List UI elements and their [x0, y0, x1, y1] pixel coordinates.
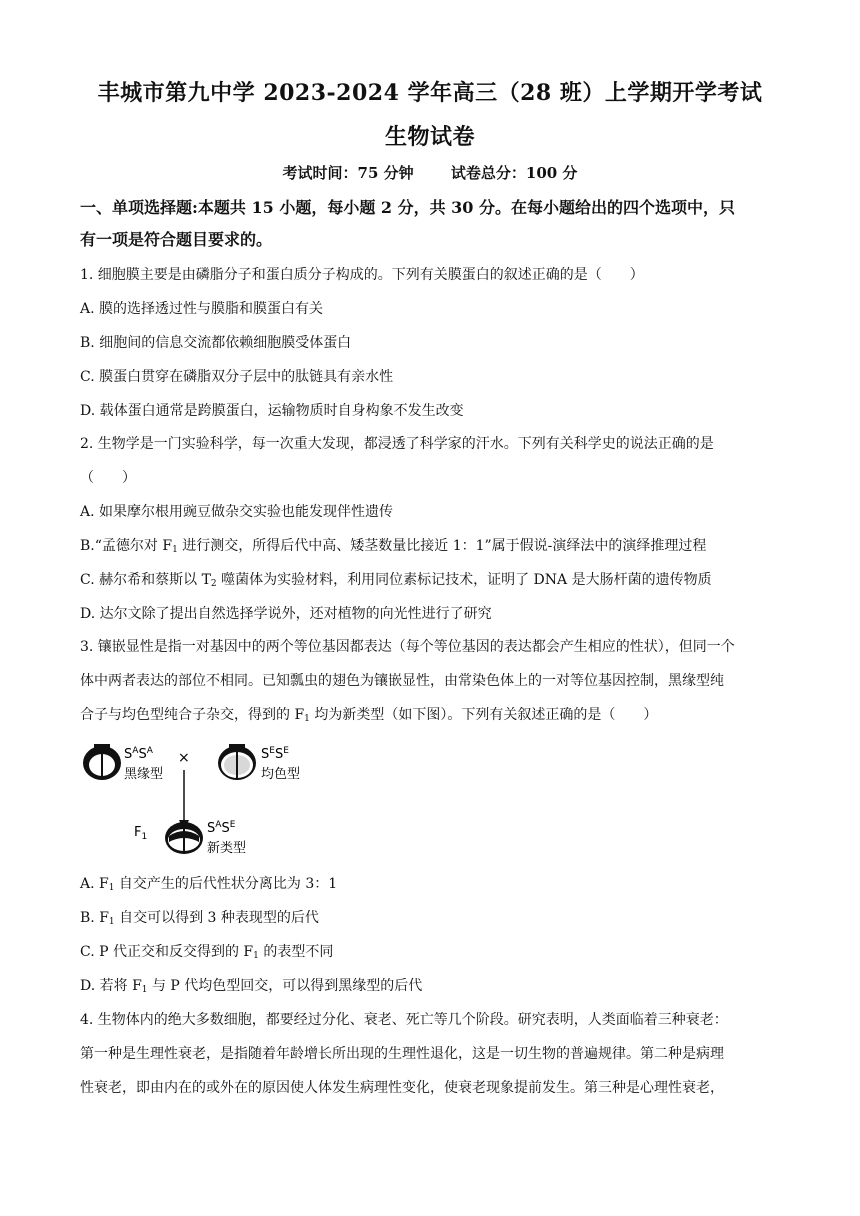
ladybug-uniform-icon: [218, 744, 256, 780]
q3-option-c: C. P 代正交和反交得到的 $F_1$ 的表型不同: [80, 944, 334, 961]
q2-stem: 2. 生物学是一门实验科学，每一次重大发现，都浸透了科学家的汗水。下列有关科学史的说法正确的是: [80, 436, 714, 452]
p2-label: 均色型: [261, 767, 301, 782]
cross-symbol: ×: [178, 750, 190, 766]
exam-meta: [0, 162, 860, 183]
q1-option-b: B. 细胞间的信息交流都依赖细胞膜受体蛋白: [80, 335, 352, 351]
q2-option-b: B.“孟德尔对 $F_1$ 进行测交，所得后代中高、矮茎数量比接近 1：1”属于假说-演绎法中的演绎推理过程: [80, 538, 707, 555]
f1-label: $F_1$: [134, 825, 148, 842]
q4-stem-line2: 第一种是生理性衰老，是指随着年龄增长所出现的生理性退化，这是一切生物的普遍规律。第二种是病理: [80, 1046, 724, 1062]
q3-stem-line2: 体中两者表达的部位不相同。已知瓢虫的翅色为镶嵌显性，由常染色体上的一对等位基因控制，黑缘型纯: [80, 673, 724, 689]
q2-stem-cont: （ ）: [80, 470, 136, 486]
q1-option-d: D. 载体蛋白通常是跨膜蛋白，运输物质时自身构象不发生改变: [80, 403, 464, 419]
q4-stem-line3: 性衰老，即由内在的或外在的原因使人体发生病理性变化，使衰老现象提前发生。第三种是心理性衰老，: [80, 1080, 724, 1096]
q3-option-b: B. $F_1$ 自交可以得到 3 种表现型的后代: [80, 910, 319, 927]
p2-genotype: $S^ES^E$: [261, 746, 289, 762]
p1-genotype: $S^AS^A$: [124, 746, 153, 762]
ladybug-black-edge-icon: [83, 744, 121, 780]
q2-option-d: D. 达尔文除了提出自然选择学说外，还对植物的向光性进行了研究: [80, 606, 492, 622]
q4-stem-line1: 4. 生物体内的绝大多数细胞，都要经过分化、衰老、死亡等几个阶段。研究表明，人类面临着三种衰老：: [80, 1012, 728, 1028]
p1-label: 黑缘型: [124, 767, 164, 782]
q1-option-c: C. 膜蛋白贯穿在磷脂双分子层中的肽链具有亲水性: [80, 369, 394, 385]
section-heading-line2: 有一项是符合题目要求的。: [80, 230, 273, 249]
ladybug-new-type-icon: [165, 822, 203, 854]
section-heading-line1: 一、单项选择题:本题共 15 小题，每小题 2 分，共 30 分。在每小题给出的四个选项中，只: [80, 198, 735, 217]
q3-stem-line1: 3. 镶嵌显性是指一对基因中的两个等位基因都表达（每个等位基因的表达都会产生相应的性状），但同一个: [80, 639, 735, 655]
section-heading: [80, 192, 780, 256]
total-score: 试卷总分：100 分: [450, 164, 578, 182]
f1-genotype: $S^AS^E$: [207, 820, 236, 836]
q1-option-a: A. 膜的选择透过性与膜脂和膜蛋白有关: [80, 301, 324, 317]
q1-stem: 1. 细胞膜主要是由磷脂分子和蛋白质分子构成的。下列有关膜蛋白的叙述正确的是（ ）: [80, 267, 644, 283]
q3-stem-line3: 合子与均色型纯合子杂交，得到的 $F_1$ 均为新类型（如下图）。下列有关叙述正确的是（ ）: [80, 707, 658, 724]
exam-title: 丰城市第九中学 2023-2024 学年高三（28 班）上学期开学考试: [97, 80, 763, 106]
q3-option-d: D. 若将 $F_1$ 与 P 代均色型回交，可以得到黑缘型的后代: [80, 978, 423, 995]
q2-option-a: A. 如果摩尔根用豌豆做杂交实验也能发现伴性遗传: [80, 504, 394, 520]
ladybug-cross-figure: [80, 738, 340, 858]
exam-subtitle: 生物试卷: [384, 124, 475, 150]
exam-time: 考试时间：75 分钟: [282, 164, 414, 182]
q2-option-c: C. 赫尔希和蔡斯以 $T_2$ 噬菌体为实验材料，利用同位素标记技术，证明了 DNA 是大肠杆菌的遗传物质: [80, 572, 712, 589]
f1-type: 新类型: [207, 841, 247, 856]
q3-option-a: A. $F_1$ 自交产生的后代性状分离比为 3：1: [80, 876, 338, 893]
